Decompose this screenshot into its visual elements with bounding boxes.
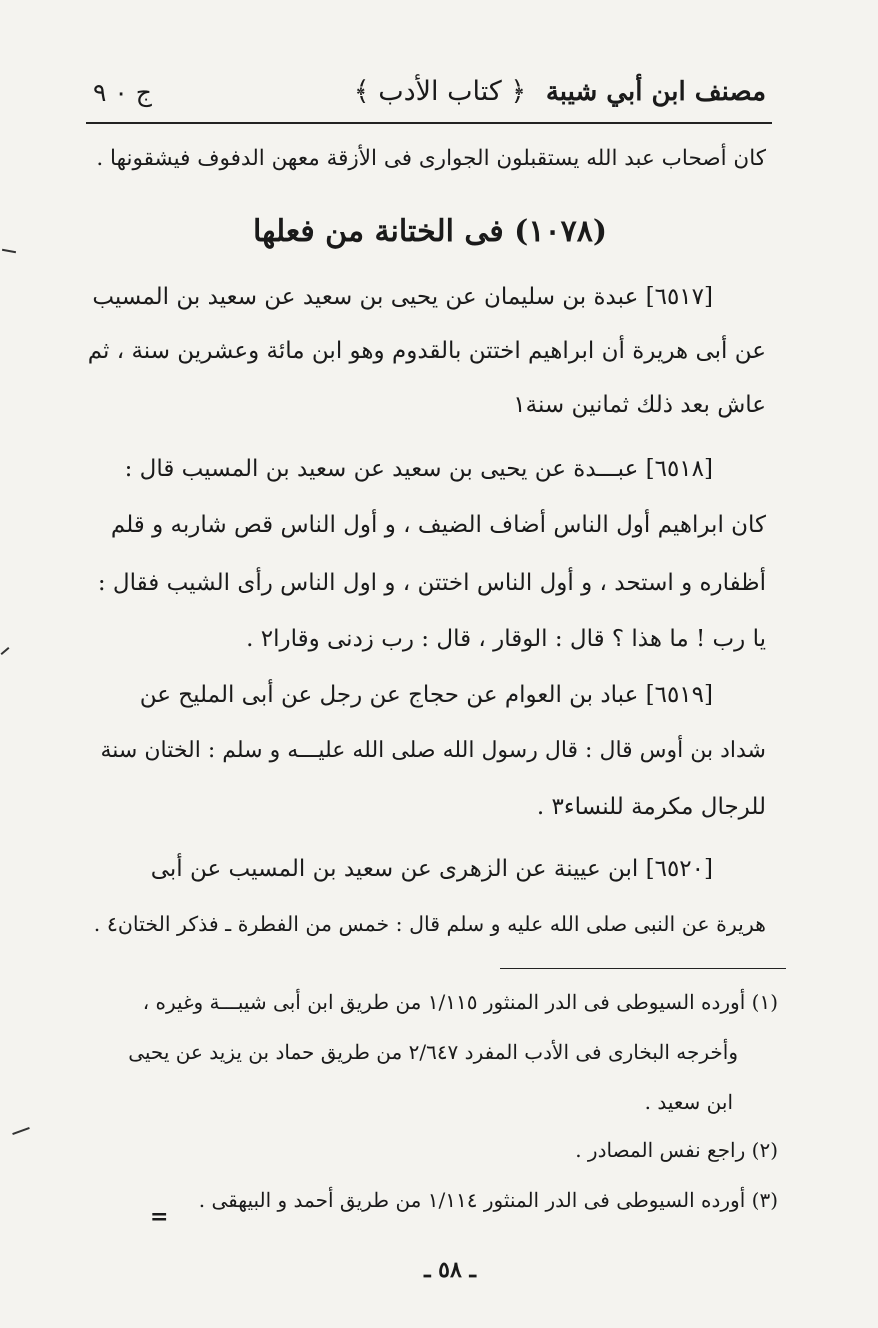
footnote-1-line: ابن سعيد .: [644, 1090, 733, 1114]
footnote-3: (٣) أورده السيوطى فى الدر المنثور ١/١١٤ من طريق أحمد و البيهقى .: [198, 1188, 778, 1212]
hadith-6517-line: عاش بعد ذلك ثمانين سنة١: [513, 392, 766, 418]
continuation-mark: =: [150, 1204, 169, 1230]
hadith-6517-line: [٦٥١٧] عبدة بن سليمان عن يحيى بن سعيد عن سعيد بن المسيب: [92, 284, 713, 310]
hadith-6519-line: شداد بن أوس قال : قال رسول الله صلى الله عليـــه و سلم : الختان سنة: [100, 738, 766, 763]
chapter-heading: (١٠٧٨) فى الختانة من فعلها: [252, 214, 608, 249]
margin-mark: [12, 1127, 30, 1135]
hadith-6518-line: أظفاره و استحد ، و أول الناس اختتن ، و اول الناس رأى الشيب فقال :: [97, 570, 766, 596]
margin-mark: [1, 647, 10, 655]
hadith-6519-line: [٦٥١٩] عباد بن العوام عن حجاج عن رجل عن أبى المليح عن: [139, 682, 713, 708]
header-divider: [86, 122, 772, 124]
hadith-6519-line: للرجال مكرمة للنساء٣ .: [536, 794, 766, 820]
hadith-6520-line: [٦٥٢٠] ابن عيينة عن الزهرى عن سعيد بن المسيب عن أبى: [150, 856, 713, 882]
margin-mark: [2, 249, 16, 253]
text-line: كان أصحاب عبد الله يستقبلون الجوارى فى الأزقة معهن الدفوف فيشقونها .: [96, 146, 766, 171]
hadith-6520-line: هريرة عن النبى صلى الله عليه و سلم قال : خمس من الفطرة ـ فذكر الختان٤ .: [93, 912, 766, 936]
page-number: ـ ٥٨ ـ: [424, 1257, 476, 1283]
volume-number: ج ٠ ٩: [93, 78, 152, 107]
section-title: ﴿ كتاب الأدب ﴾: [353, 76, 527, 107]
hadith-6518-line: يا رب ! ما هذا ؟ قال : الوقار ، قال : رب زدنى وقارا٢ .: [246, 626, 766, 652]
book-title: مصنف ابن أبي شيبة: [545, 77, 766, 107]
footnote-divider: [500, 968, 786, 969]
hadith-6518-line: [٦٥١٨] عبـــدة عن يحيى بن سعيد عن سعيد بن المسيب قال :: [124, 456, 713, 482]
hadith-6518-line: كان ابراهيم أول الناس أضاف الضيف ، و أول الناس قص شاربه و قلم: [110, 512, 766, 538]
footnote-1-line: وأخرجه البخارى فى الأدب المفرد ٢/٦٤٧ من طريق حماد بن يزيد عن يحيى: [128, 1040, 738, 1064]
footnote-1-line: (١) أورده السيوطى فى الدر المنثور ١/١١٥ من طريق ابن أبى شيبـــة وغيره ،: [142, 990, 778, 1014]
footnote-2: (٢) راجع نفس المصادر .: [575, 1138, 778, 1162]
hadith-6517-line: عن أبى هريرة أن ابراهيم اختتن بالقدوم وهو ابن مائة وعشرين سنة ، ثم: [87, 338, 766, 364]
